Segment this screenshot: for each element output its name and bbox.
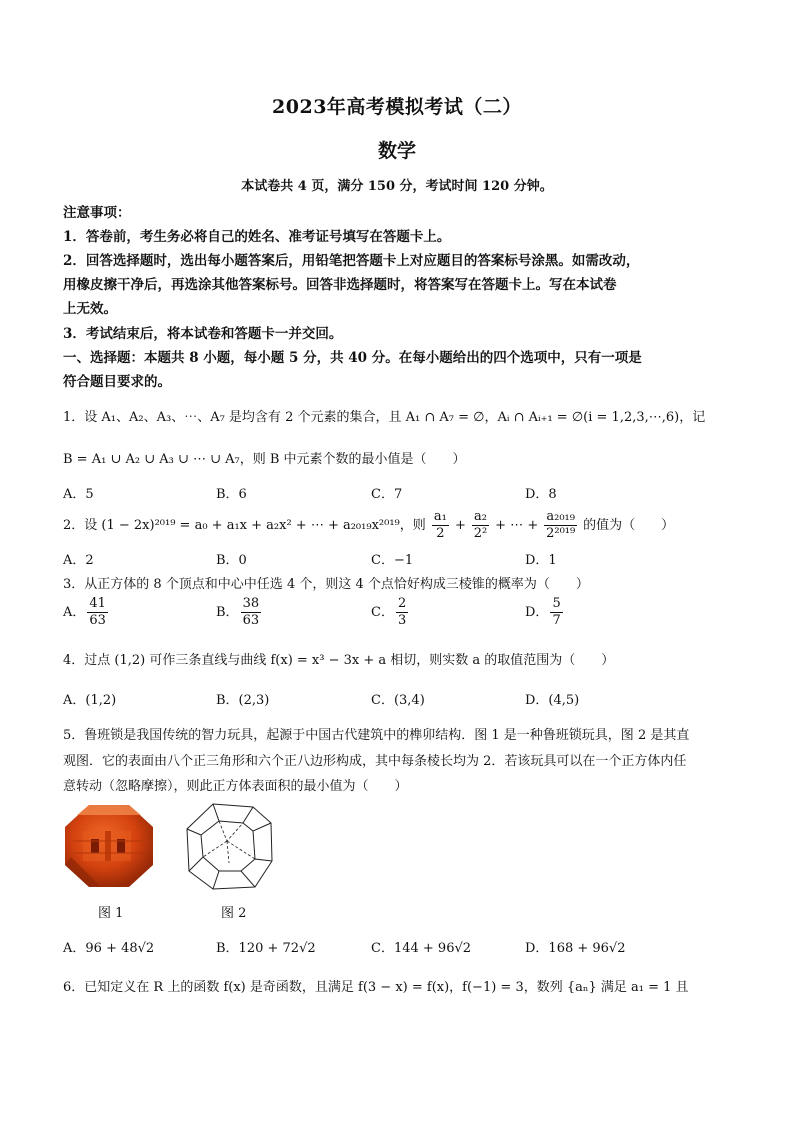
q5-option-a: A．96 + 48√2 <box>63 941 155 956</box>
q2-fraction-3: $\frac{\text{a₂₀₁₉}}{\text{2²⁰¹⁹}}$ <box>546 509 576 541</box>
q2-option-c: C．−1 <box>371 553 414 568</box>
q2-option-b: B．0 <box>216 553 247 568</box>
q5-option-d: D．168 + 96√2 <box>525 941 626 956</box>
q1-option-c: C．7 <box>371 487 403 502</box>
q2-option-d: D．1 <box>525 553 557 568</box>
q2-stem <box>63 509 743 542</box>
q5-line-3: 意转动（忽略摩擦），则此正方体表面积的最小值为（ ） <box>63 779 408 794</box>
q4-stem: 4．过点 (1,2) 可作三条直线与曲线 f(x) = x³ − 3x + a 相切，则实数 a 的取值范围为（ ） <box>63 653 615 668</box>
q6-stem: 6．已知定义在 R 上的函数 f(x) 是奇函数，且满足 f(3 − x) = f(x)，f(−1) = 3，数列 {aₙ} 满足 a₁ = 1 且 <box>63 980 689 995</box>
q4-option-b: B．(2,3) <box>216 693 270 708</box>
q2-suffix: 的值为（ ） <box>583 518 675 533</box>
q4-option-c: C．(3,4) <box>371 693 425 708</box>
q2-fraction-2: $\frac{\text{a₂}}{\text{2²}}$ <box>473 509 488 541</box>
exam-title: 2023年高考模拟考试（二） <box>272 96 522 118</box>
note-item-2-line-2: 用橡皮擦干净后，再选涂其他答案标号。回答非选择题时，将答案写在答题卡上。写在本试卷 <box>63 277 617 293</box>
q5-option-c: C．144 + 96√2 <box>371 941 472 956</box>
truncated-cube-diagram <box>183 801 275 893</box>
figure-1-caption: 图 1 <box>98 906 124 921</box>
q3-stem: 3．从正方体的 8 个顶点和中心中任选 4 个，则这 4 个点恰好构成三棱锥的概率为（ ） <box>63 577 589 592</box>
figure-2-caption: 图 2 <box>221 906 247 921</box>
q5-option-b: B．120 + 72√2 <box>216 941 316 956</box>
q5-line-1: 5．鲁班锁是我国传统的智力玩具，起源于中国古代建筑中的榫卯结构．图 1 是一种鲁班锁玩具，图 2 是其直 <box>63 728 690 743</box>
subject-title: 数学 <box>377 140 416 162</box>
q1-line-2: B = A₁ ∪ A₂ ∪ A₃ ∪ ⋯ ∪ A₇，则 B 中元素个数的最小值是（ ） <box>63 452 466 467</box>
q3-option-b: B． $\frac{38}{63}$ <box>216 596 260 628</box>
notes-heading: 注意事项： <box>63 205 131 221</box>
q3-option-c: C． $\frac{2}{3}$ <box>371 596 407 628</box>
note-item-2-line-1: 2．回答选择题时，选出每小题答案后，用铅笔把答题卡上对应题目的答案标号涂黑。如需改动， <box>63 253 640 269</box>
q1-option-d: D．8 <box>525 487 557 502</box>
note-item-1: 1．答卷前，考生务必将自己的姓名、准考证号填写在答题卡上。 <box>63 229 451 245</box>
q3-option-d: D． $\frac{5}{7}$ <box>525 596 561 628</box>
luban-lock-photo <box>61 801 157 891</box>
q2-option-a: A．2 <box>63 553 94 568</box>
q1-option-b: B．6 <box>216 487 247 502</box>
section-1-heading-line-2: 符合题目要求的。 <box>63 374 171 390</box>
q1-line-1: 1．设 A₁、A₂、A₃、⋯、A₇ 是均含有 2 个元素的集合，且 A₁ ∩ A₇ = ∅，Aᵢ ∩ Aᵢ₊₁ = ∅(i = 1,2,3,⋯,6)，记 <box>63 410 706 425</box>
q2-fraction-1: $\frac{\text{a₁}}{2}$ <box>433 509 447 541</box>
q3-option-a: A． $\frac{41}{63}$ <box>63 596 106 628</box>
q1-option-a: A．5 <box>63 487 94 502</box>
q5-line-2: 观图．它的表面由八个正三角形和六个正八边形构成，其中每条棱长均为 2．若该玩具可以在一个正方体内任 <box>63 754 687 769</box>
section-1-heading-line-1: 一、选择题：本题共 8 小题，每小题 5 分，共 40 分。在每小题给出的四个选项中，只有一项是 <box>63 350 642 366</box>
note-item-2-line-3: 上无效。 <box>63 301 117 317</box>
exam-info: 本试卷共 4 页，满分 150 分，考试时间 120 分钟。 <box>241 179 553 194</box>
note-item-3: 3．考试结束后，将本试卷和答题卡一并交回。 <box>63 326 343 342</box>
q4-option-d: D．(4,5) <box>525 693 580 708</box>
q2-plus: + <box>455 518 466 533</box>
q2-prefix: 2．设 (1 − 2x)²⁰¹⁹ = a₀ + a₁x + a₂x² + ⋯ + a₂₀₁₉x²⁰¹⁹，则 <box>63 518 426 533</box>
q2-dots: + ⋯ + <box>495 518 539 533</box>
q4-option-a: A．(1,2) <box>63 693 117 708</box>
